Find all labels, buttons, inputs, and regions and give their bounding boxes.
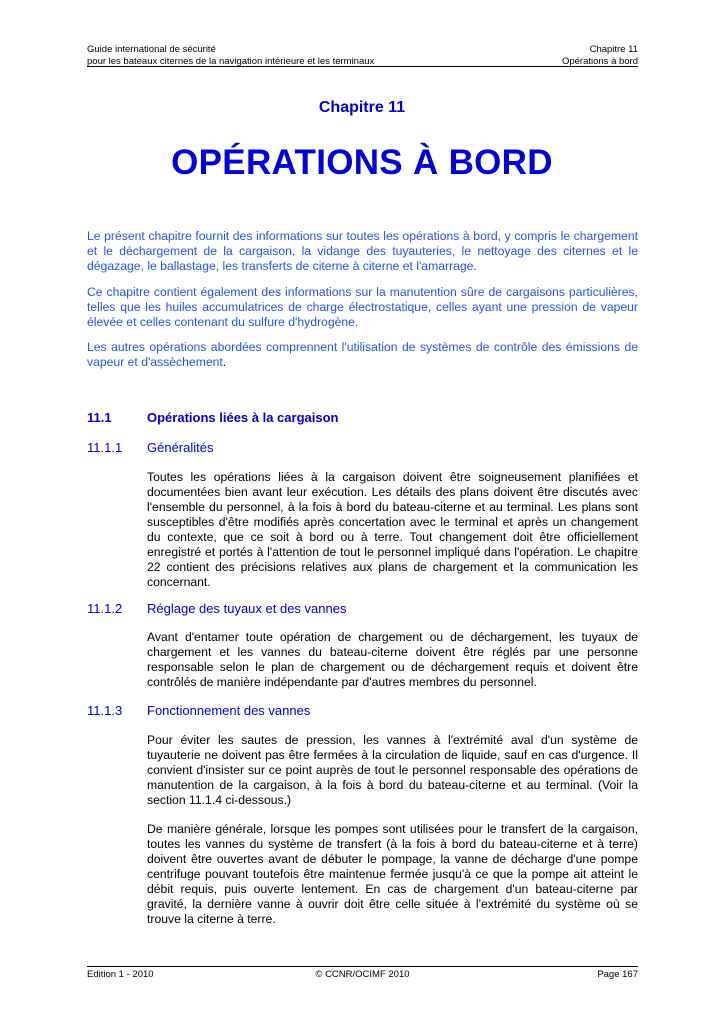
subsection-title: Fonctionnement des vannes xyxy=(147,703,311,718)
subsection-title: Réglage des tuyaux et des vannes xyxy=(147,601,347,616)
subsection-number: 11.1.3 xyxy=(87,703,123,718)
chapter-label: Chapitre 11 xyxy=(318,99,406,116)
subsection-heading-3 xyxy=(87,703,310,718)
footer-divider xyxy=(87,966,638,967)
subsection-heading-2 xyxy=(87,601,346,616)
body-paragraph: De manière générale, lorsque les pompes sont utilisées pour le transfert de la cargaison, toutes les vannes du système de transfert (à la fois à bord du bateau-citerne et à terre) doivent être ouvertes avant de débuter le pompage, la vanne de décharge d'une pompe centrifuge pouvant toutefois être maintenue fermée jusqu'à ce que la pompe ait atteint le débit requis, puis ouverte lentement. En cas de chargement d'un bateau-citerne par gravité, la dernière vanne à ouvrir doit être celle située à l'extrémité du système où se trouve la citerne à terre. xyxy=(147,822,638,926)
intro-paragraph-2: Ce chapitre contient également des informations sur la manutention sûre de cargaisons particulières, telles que les huiles accumulatrices de charge électrostatique, celles ayant une pression de vapeur élevée et celles contenant du sulfure d'hydrogène. xyxy=(87,285,638,329)
subsection-number: 11.1.2 xyxy=(87,601,123,616)
header-left-line2: pour les bateaux citernes de la navigation intérieure et les terminaux xyxy=(87,56,375,67)
header-right-line2: Opérations à bord xyxy=(561,56,638,67)
subsection-heading-1 xyxy=(87,440,213,455)
footer-page-number: Page 167 xyxy=(597,969,638,980)
header-right-line1: Chapitre 11 xyxy=(589,44,638,55)
page-title: OPÉRATIONS À BORD xyxy=(171,143,553,182)
body-paragraph: Pour éviter les sautes de pression, les vannes à l'extrémité aval d'un système de tuyauterie ne doivent pas être fermées à la circulation de liquide, sauf en cas d'urgence. Il convient d'insister sur ce point auprès de tout le personnel responsable des opérations de manutention de la cargaison, à la fois à bord du bateau-citerne et au terminal. (Voir la section 11.1.4 ci-dessous.) xyxy=(147,733,638,807)
footer-copyright: © CCNR/OCIMF 2010 xyxy=(315,969,410,980)
body-paragraph: Toutes les opérations liées à la cargaison doivent être soigneusement planifiées et documentées bien avant leur exécution. Les détails des plans doivent être discutés avec l'ensemble du personnel, à la fois à bord du bateau-citerne et au terminal. Les plans sont susceptibles d'être modifiés après concertation avec le terminal et après un changement du contexte, que ce soit à bord ou à terre. Tout changement doit être officiellement enregistré et portés à l'attention de tout le personnel impliqué dans l'opération. Le chapitre 22 contient des précisions relatives aux plans de chargement et la communication les concernant. xyxy=(147,470,638,589)
intro-paragraph-3 xyxy=(87,340,638,370)
subsection-number: 11.1.1 xyxy=(87,440,123,455)
intro-paragraph-3-text: Les autres opérations abordées comprennent l'utilisation de systèmes de contrôle des émissions de vapeur et d'assèchement xyxy=(87,340,638,369)
intro-paragraph-3-tail: . xyxy=(222,355,227,369)
section-number: 11.1 xyxy=(87,410,112,425)
header-divider xyxy=(87,66,638,67)
subsection-title: Généralités xyxy=(147,440,214,455)
body-paragraph: Avant d'entamer toute opération de chargement ou de déchargement, les tuyaux de chargement et les vannes du bateau-citerne doivent être réglés par une personne responsable selon le plan de chargement ou de déchargement requis et doivent être contrôlés de manière indépendante par d'autres membres du personnel. xyxy=(147,630,638,689)
header-right xyxy=(562,44,638,68)
header-left-line1: Guide international de sécurité xyxy=(87,44,216,55)
footer-edition: Edition 1 - 2010 xyxy=(87,969,154,980)
header-left xyxy=(87,44,374,68)
section-heading xyxy=(87,410,338,425)
section-title: Opérations liées à la cargaison xyxy=(147,410,339,425)
intro-paragraph-1: Le présent chapitre fournit des informations sur toutes les opérations à bord, y compris le chargement et le déchargement de la cargaison, la vidange des tuyauteries, le nettoyage des citernes et le dégazage, le ballastage, les transferts de citerne à citerne et l'amarrage. xyxy=(87,229,638,273)
